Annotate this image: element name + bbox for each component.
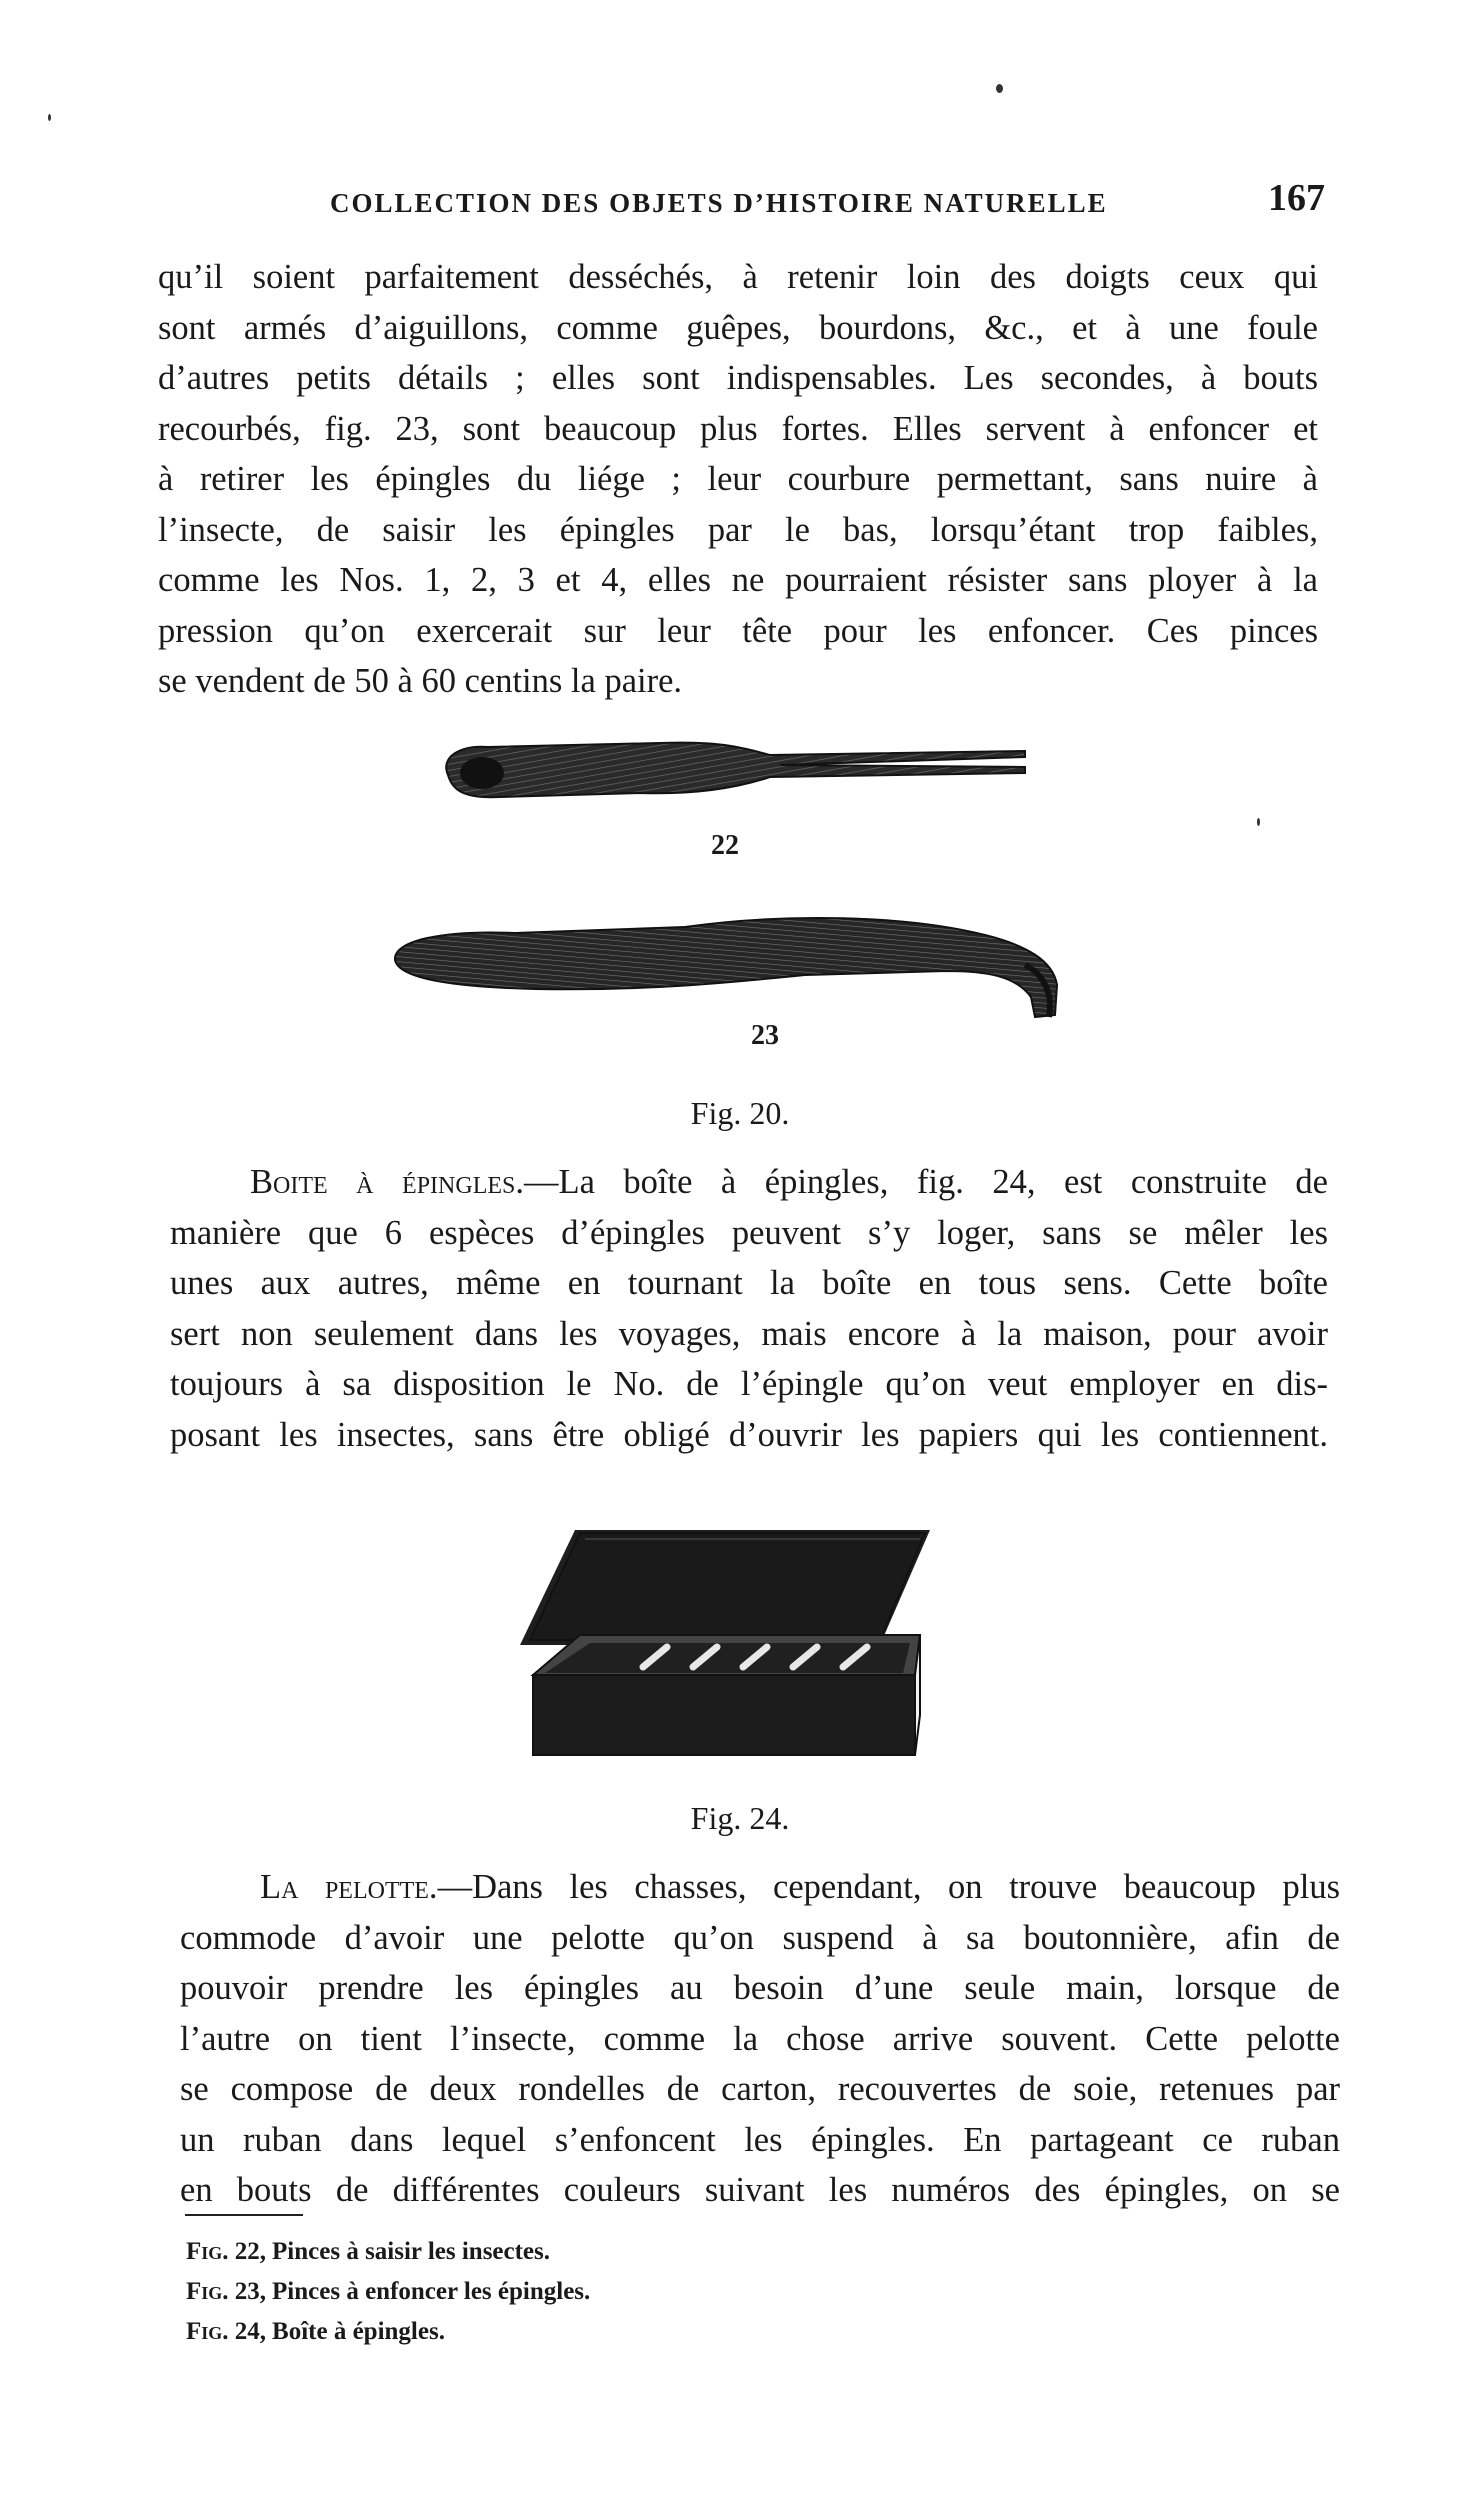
text-line: toujours à sa disposition le No. de l’épingle qu’on veut employer en dis- [170,1365,1328,1403]
text-line: qu’il soient parfaitement desséchés, à retenir loin des doigts ceux qui [158,258,1318,296]
paragraph-tweezers [158,252,1318,707]
footnote-text: Pinces à saisir les insectes. [272,2238,551,2265]
text-line [180,1862,1340,1913]
footnote [186,2312,590,2352]
text-line: comme les Nos. 1, 2, 3 et 4, elles ne pourraient résister sans ployer à la [158,561,1318,599]
footnote-rule [185,2214,303,2216]
footnote [186,2272,590,2312]
print-speck [996,84,1003,93]
paragraph-pin-box [170,1157,1328,1460]
text-line: l’insecte, de saisir les épingles par le bas, lorsqu’étant trop faibles, [158,510,1318,549]
print-speck [1257,818,1260,826]
text-line: à retirer les épingles du liége ; leur courbure permettant, sans nuire à [158,460,1318,498]
text-line: sont armés d’aiguillons, comme guêpes, bourdons, &c., et à une foule [158,308,1318,347]
text-line: posant les insectes, sans être obligé d’ouvrir les papiers qui les contiennent. [170,1415,1328,1454]
section-heading-pin-box: Boite à épingles. [250,1163,524,1201]
figure-caption-20: Fig. 20. [690,1095,790,1131]
figure-caption-24: Fig. 24. [690,1800,790,1836]
footnotes [186,2232,590,2352]
text-line: sert non seulement dans les voyages, mais encore à la maison, pour avoir [170,1314,1328,1353]
pin-box-fig24-illustration [525,1525,925,1760]
text-line: l’autre on tient l’insecte, comme la chose arrive souvent. Cette pelotte [180,2019,1340,2058]
text-line: d’autres petits détails ; elles sont indispensables. Les secondes, à bouts [158,359,1318,397]
footnote-text: Boîte à épingles. [272,2318,445,2345]
running-head: COLLECTION DES OBJETS D’HISTOIRE NATURELLE [330,188,1108,218]
footnote-text: Pinces à enfoncer les épingles. [272,2278,591,2305]
text-line: commode d’avoir une pelotte qu’on suspend à sa boutonnière, afin de [180,1918,1340,1957]
text-fragment: —La boîte à épingles, fig. 24, est construite de [524,1163,1328,1201]
figure-label-23: 23 [751,1020,779,1051]
footnote [186,2232,590,2272]
text-line: recourbés, fig. 23, sont beaucoup plus fortes. Elles servent à enfoncer et [158,409,1318,448]
tweezers-fig23-illustration [385,905,1065,1020]
text-line: manière que 6 espèces d’épingles peuvent s’y loger, sans se mêler les [170,1213,1328,1252]
footnote-figure-ref: Fig. 24, [186,2318,267,2345]
text-line: pouvoir prendre les épingles au besoin d’une seule main, lorsque de [180,1969,1340,2007]
print-speck [48,114,51,121]
tweezers-fig22-illustration [440,735,1030,815]
text-line: se compose de deux rondelles de carton, recouvertes de soie, retenues par [180,2070,1340,2108]
text-line [170,1157,1328,1208]
text-fragment: —Dans les chasses, cependant, on trouve beaucoup plus [437,1868,1340,1906]
paragraph-pin-cushion [180,1862,1340,2216]
text-line: en bouts de différentes couleurs suivant les numéros des épingles, on se [180,2171,1340,2209]
figure-label-22: 22 [711,830,739,861]
text-line: unes aux autres, même en tournant la boîte en tous sens. Cette boîte [170,1264,1328,1302]
section-heading-pin-cushion: La pelotte. [260,1868,438,1906]
page-header [330,176,1325,226]
text-line: se vendent de 50 à 60 centins la paire. [158,662,683,700]
footnote-figure-ref: Fig. 23, [186,2278,267,2305]
text-line: pression qu’on exercerait sur leur tête pour les enfoncer. Ces pinces [158,611,1318,650]
footnote-figure-ref: Fig. 22, [186,2238,267,2265]
page-number: 167 [1268,177,1325,219]
text-line: un ruban dans lequel s’enfoncent les épingles. En partageant ce ruban [180,2120,1340,2159]
